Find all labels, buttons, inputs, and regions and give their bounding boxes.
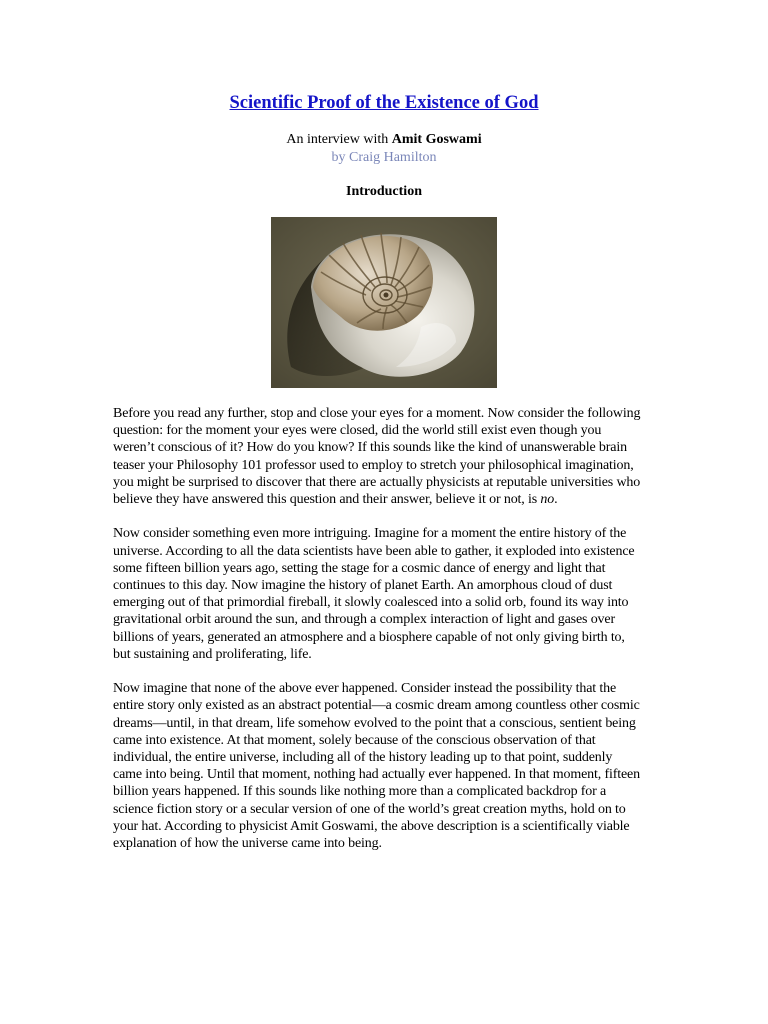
article-title-link[interactable]: Scientific Proof of the Existence of God <box>229 93 539 113</box>
nautilus-shell-icon <box>271 217 497 388</box>
paragraph-2: Now consider something even more intriguing. Imagine for a moment the entire history of the universe. According to all the data scientists have been able to gather, it exploded into existence some fifteen billion years ago, setting the stage for a cosmic dance of energy and light that continues to this day. Now imagine the history of planet Earth. An amorphous cloud of dust emerging out of that primordial fireball, it slowly coalesced into a solid orb, found its way into gravitational orbit around the sun, and through a complex interaction of light and gases over billions of years, generated an atmosphere and a biosphere capable of not only giving birth to, but sustaining and proliferating, life. <box>113 526 635 662</box>
author-line: by Craig Hamilton <box>331 150 437 165</box>
interview-prefix: An interview with <box>286 132 392 147</box>
article-title <box>0 90 768 116</box>
paragraph-1-text: Before you read any further, stop and close your eyes for a moment. Now consider the following question: for the moment your eyes were closed, did the world still exist even though you weren’t conscious of it? How do you know? If this sounds like the kind of unanswerable brain teaser your Philosophy 101 professor used to employ to stretch your philosophical imagination, you might be surprised to discover that there are actually physicists at reputable universities who believe they have answered this question and their answer, believe it or not, is <box>113 406 641 508</box>
paragraph-1 <box>113 405 643 508</box>
article-body <box>113 405 643 869</box>
nautilus-shell-image <box>271 217 497 388</box>
interview-line <box>0 131 768 149</box>
paragraph-1-end: . <box>554 492 558 508</box>
paragraph-1-emphasis: no <box>540 492 555 508</box>
section-heading: Introduction <box>346 184 422 199</box>
paragraph-3: Now imagine that none of the above ever happened. Consider instead the possibility that the entire story only existed as an abstract potential—a cosmic dream among countless other cosmic dreams—until, in that dream, life somehow evolved to the point that a conscious, sentient being came into existence. At that moment, solely because of the conscious observation of that individual, the entire universe, including all of the history leading up to that point, suddenly came into being. Until that moment, nothing had actually ever happened. In that moment, fifteen billion years happened. If this sounds like nothing more than a complicated backdrop for a science fiction story or a secular version of one of the world’s great creation myths, hold on to your hat. According to physicist Amit Goswami, the above description is a scientifically viable explanation of how the universe came into being. <box>113 681 640 852</box>
byline <box>0 131 768 167</box>
interviewee-name: Amit Goswami <box>391 132 482 147</box>
